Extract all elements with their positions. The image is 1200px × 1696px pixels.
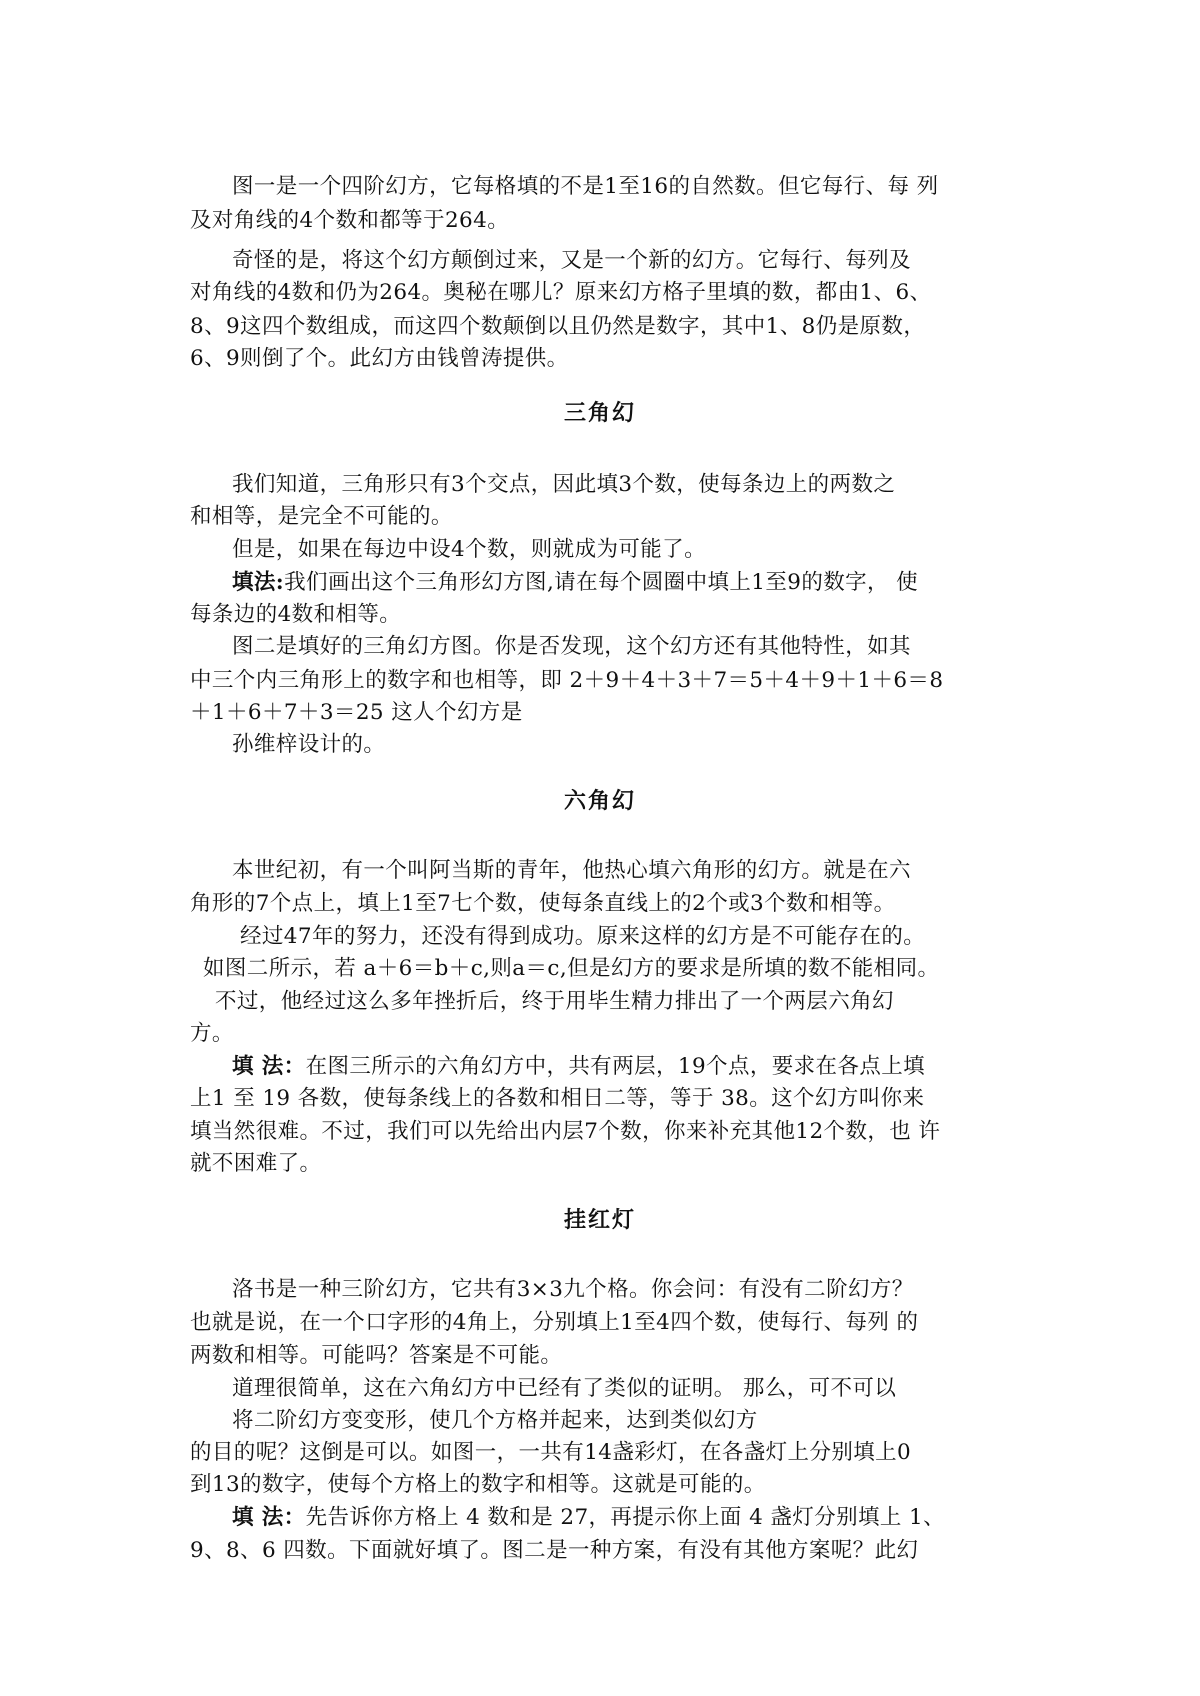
paragraph-line: 8、9这四个数组成，而这四个数颠倒以且仍然是数字，其中1、8仍是原数， [190, 314, 926, 339]
paragraph-line: 道理很简单，这在六角幻方中已经有了类似的证明。 那么，可不可以 [232, 1376, 897, 1401]
paragraph-line: 填当然很难。不过，我们可以先给出内层7个数，你来补充其他12个数，也 许 [190, 1119, 941, 1144]
paragraph-line: 但是，如果在每边中设4个数，则就成为可能了。 [232, 537, 706, 562]
paragraph-line: 上1 至 19 各数，使每条线上的各数和相日二等，等于 38。这个幻方叫你来 [190, 1086, 925, 1111]
paragraph-line: 图一是一个四阶幻方，它每格填的不是1至16的自然数。但它每行、每 列 [232, 174, 939, 199]
paragraph-line: 及对角线的4个数和都等于264。 [190, 208, 510, 233]
paragraph-line: 不过，他经过这么多年挫折后，终于用毕生精力排出了一个两层六角幻 [215, 989, 894, 1014]
paragraph-line: 将二阶幻方变变形，使几个方格并起来，达到类似幻方 [232, 1408, 758, 1433]
paragraph-line: 每条边的4数和相等。 [190, 602, 402, 627]
paragraph-line: 奇怪的是，将这个幻方颠倒过来，又是一个新的幻方。它每行、每列及 [232, 248, 911, 273]
section-heading: 挂红灯 [563, 1207, 636, 1233]
paragraph-line: 图二是填好的三角幻方图。你是否发现，这个幻方还有其他特性，如其 [232, 634, 911, 659]
label-fill-method: 填 法： [232, 1054, 306, 1079]
paragraph-line: 和相等，是完全不可能的。 [190, 504, 453, 529]
paragraph-line: 洛书是一种三阶幻方，它共有3×3九个格。你会问：有没有二阶幻方？ [232, 1277, 914, 1302]
paragraph-line: 本世纪初，有一个叫阿当斯的青年，他热心填六角形的幻方。就是在六 [232, 858, 911, 883]
paragraph-line: 中三个内三角形上的数字和也相等，即 2＋9＋4＋3＋7＝5＋4＋9＋1＋6＝8 [190, 668, 944, 693]
paragraph-line: ＋1＋6＋7＋3＝25 这人个幻方是 [190, 700, 523, 725]
paragraph-line: 也就是说，在一个口字形的4角上，分别填上1至4四个数，使每行、每列 的 [190, 1310, 919, 1335]
paragraph-line: 填 法：先告诉你方格上 4 数和是 27，再提示你上面 4 盏灯分别填上 1、 [232, 1505, 945, 1530]
paragraph-line: 填法:我们画出这个三角形幻方图,请在每个圆圈中填上1至9的数字， 使 [232, 570, 919, 595]
paragraph-line: 经过47年的努力，还没有得到成功。原来这样的幻方是不可能存在的。 [240, 924, 926, 949]
paragraph-line: 角形的7个点上，填上1至7七个数，使每条直线上的2个或3个数和相等。 [190, 891, 896, 916]
paragraph-line: 的目的呢？这倒是可以。如图一，一共有14盏彩灯，在各盏灯上分别填上0 [190, 1440, 912, 1465]
paragraph-line: 9、8、6 四数。下面就好填了。图二是一种方案，有没有其他方案呢？此幻 [190, 1538, 919, 1563]
section-heading: 六角幻 [563, 788, 636, 814]
paragraph-line: 孙维梓设计的。 [232, 732, 386, 757]
paragraph-line: 如图二所示，若 a＋6＝b＋c,则a＝c,但是幻方的要求是所填的数不能相同。 [203, 956, 940, 981]
label-fill-method: 填法: [232, 570, 285, 595]
paragraph-line: 我们知道，三角形只有3个交点，因此填3个数，使每条边上的两数之 [232, 472, 896, 497]
paragraph-line: 6、9则倒了个。此幻方由钱曾涛提供。 [190, 346, 569, 368]
paragraph-line: 方。 [190, 1021, 234, 1046]
paragraph-line: 对角线的4数和仍为264。奥秘在哪儿？原来幻方格子里填的数，都由1、6、 [190, 280, 932, 305]
paragraph-line: 到13的数字，使每个方格上的数字和相等。这就是可能的。 [190, 1472, 766, 1497]
paragraph-line: 填 法：在图三所示的六角幻方中，共有两层，19个点，要求在各点上填 [232, 1054, 926, 1079]
label-fill-method: 填 法： [232, 1505, 306, 1530]
paragraph-line: 就不困难了。 [190, 1151, 322, 1176]
section-heading: 三角幻 [563, 400, 636, 426]
clipped-line-wrapper [190, 343, 990, 368]
paragraph-line: 两数和相等。可能吗？答案是不可能。 [190, 1343, 563, 1368]
